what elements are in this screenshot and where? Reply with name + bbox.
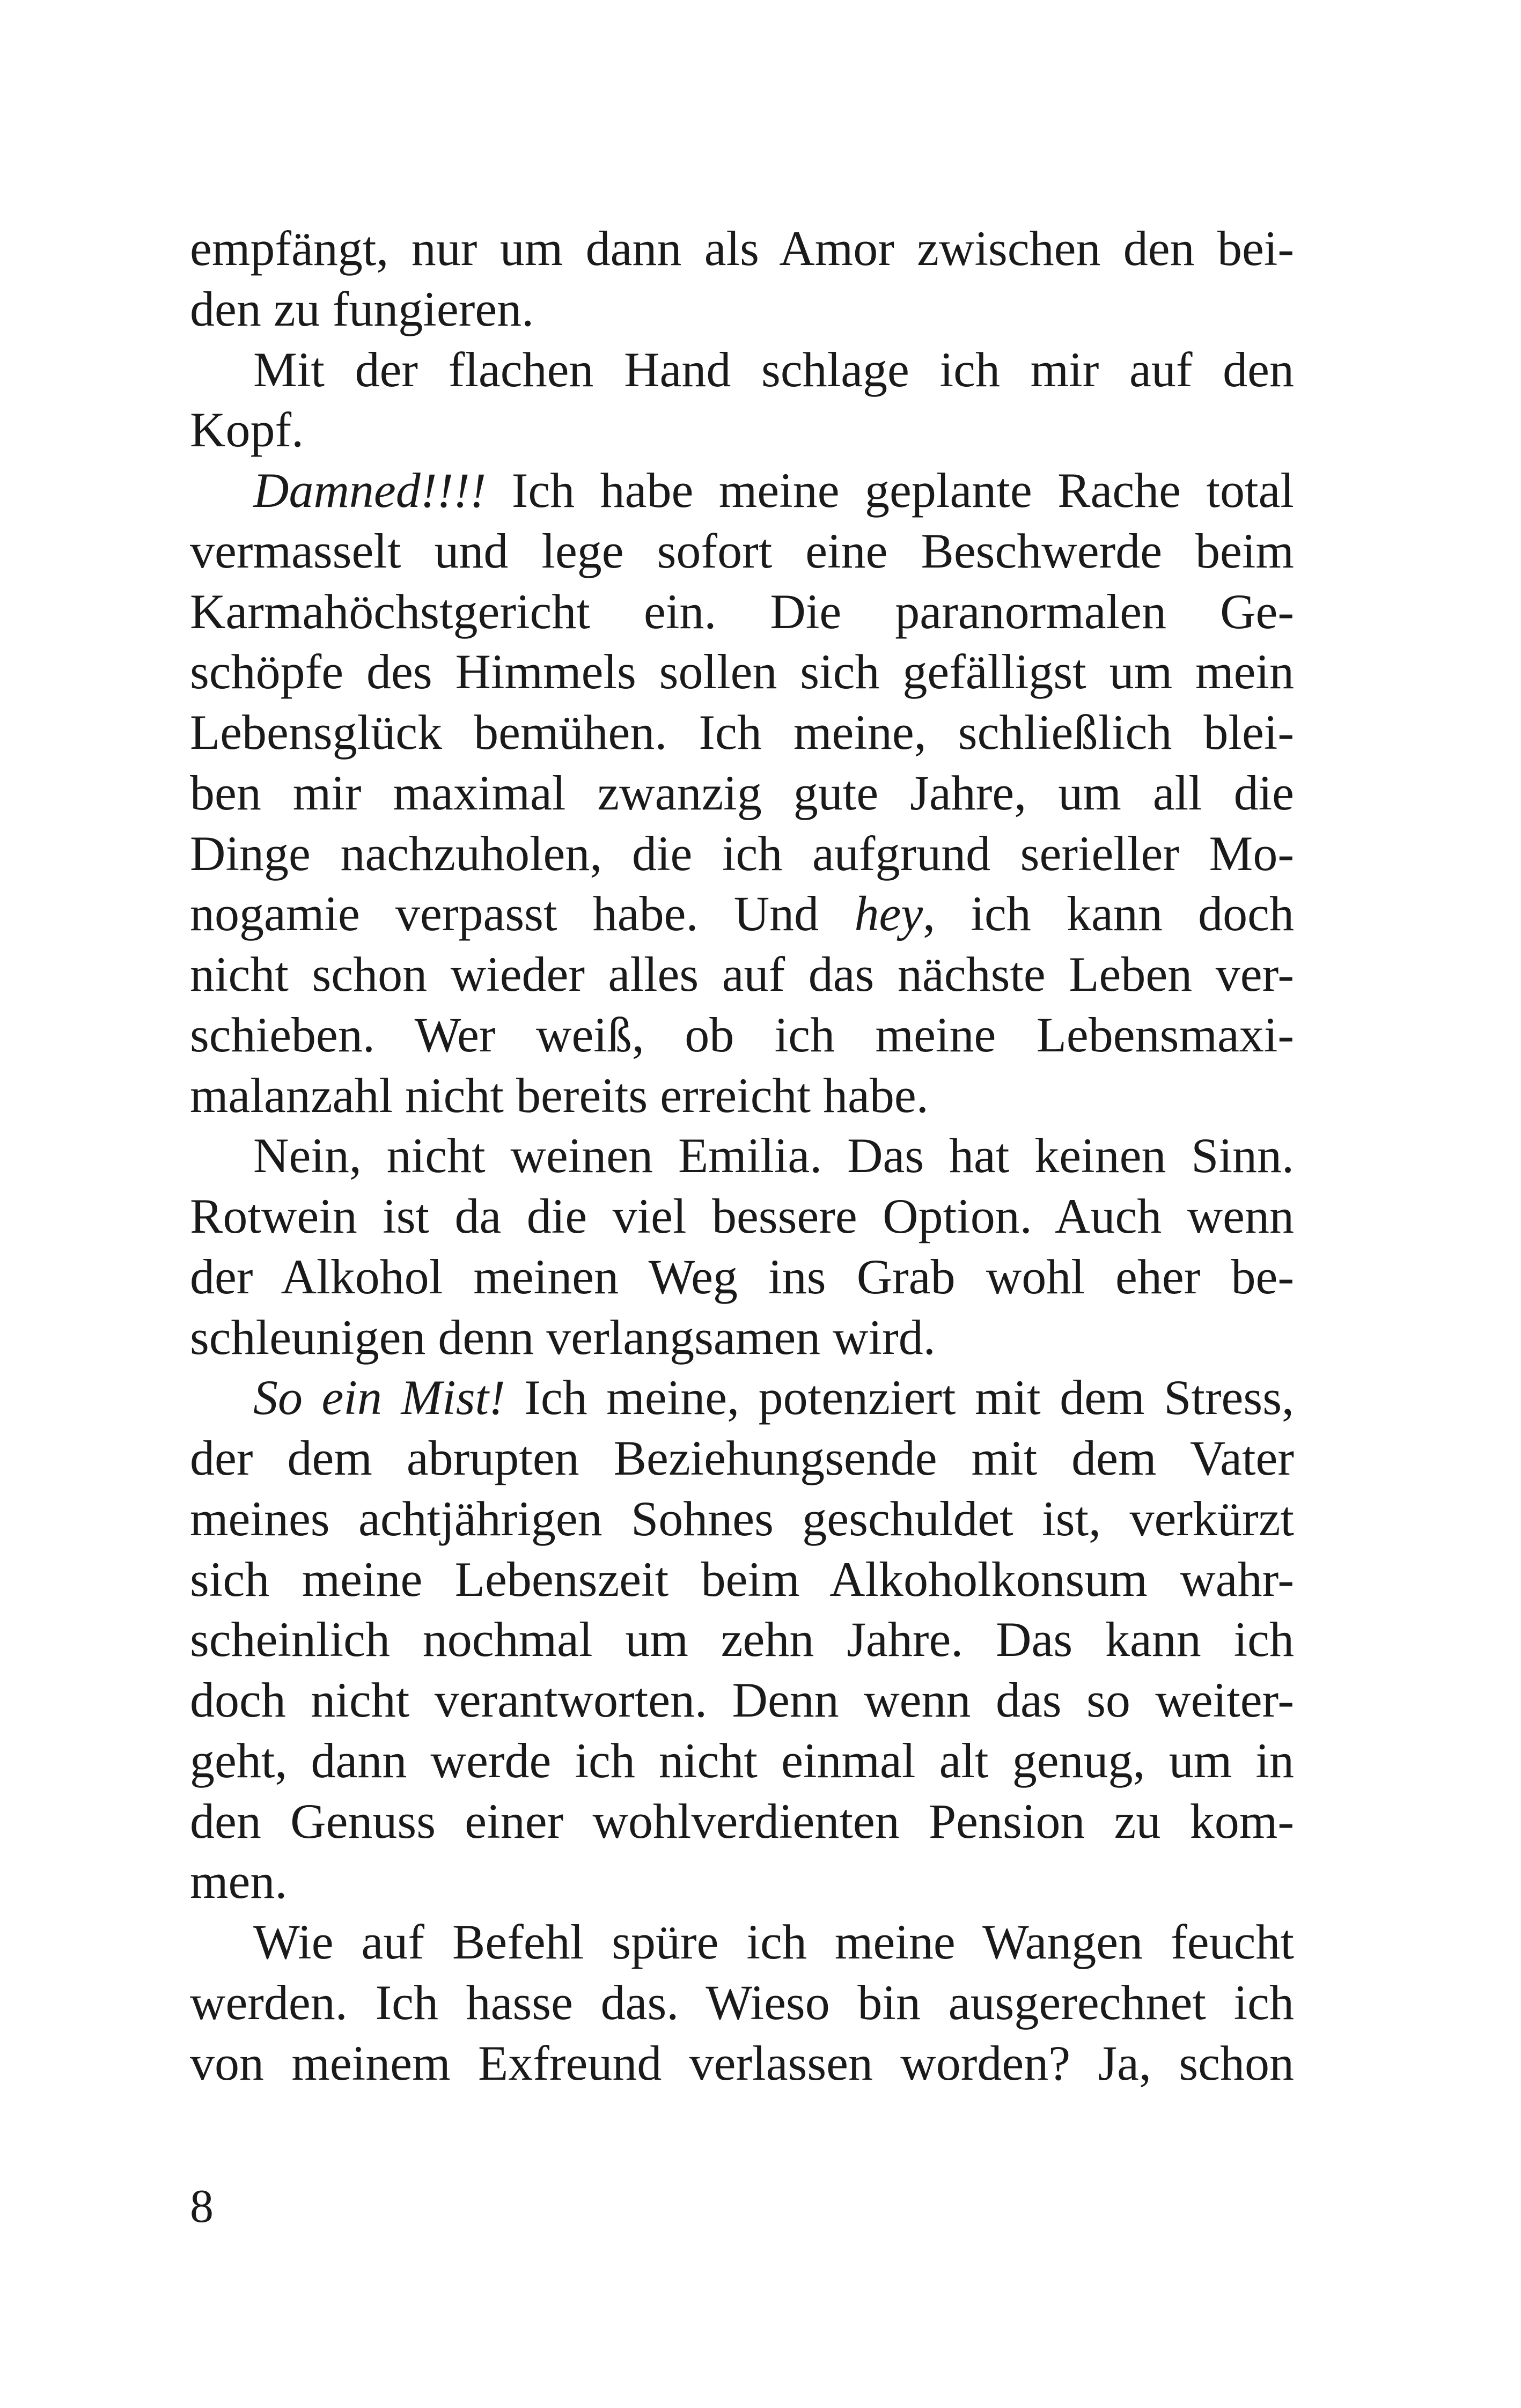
text-line: ben mir maximal zwanzig gute Jahre, um all die bbox=[190, 765, 1294, 820]
text-line: vermasselt und lege sofort eine Beschwerde beim bbox=[190, 524, 1294, 578]
text-line: scheinlich nochmal um zehn Jahre. Das kann ich bbox=[190, 1612, 1294, 1667]
text-line: men. bbox=[190, 1854, 288, 1909]
text-line: nicht schon wieder alles auf das nächste Leben ver- bbox=[190, 947, 1294, 1002]
emphasis: Damned!!!! bbox=[253, 463, 487, 518]
text-line: Nein, nicht weinen Emilia. Das hat keinen Sinn. bbox=[253, 1128, 1294, 1183]
text-line: Rotwein ist da die viel bessere Option. Auch wenn bbox=[190, 1189, 1294, 1243]
text-line: Lebensglück bemühen. Ich meine, schließlich blei- bbox=[190, 705, 1294, 760]
text-line: den Genuss einer wohlverdienten Pension zu kom- bbox=[190, 1794, 1294, 1849]
text-line: Mit der flachen Hand schlage ich mir auf den bbox=[253, 342, 1294, 397]
text-line: schöpfe des Himmels sollen sich gefälligst um mein bbox=[190, 644, 1294, 699]
text-line: So ein Mist! Ich meine, potenziert mit dem Stress, bbox=[253, 1370, 1294, 1425]
text-line: Damned!!!! Ich habe meine geplante Rache total bbox=[253, 463, 1294, 518]
text-line: schieben. Wer weiß, ob ich meine Lebensmaxi- bbox=[190, 1007, 1294, 1062]
text-line: sich meine Lebenszeit beim Alkoholkonsum wahr- bbox=[190, 1552, 1294, 1607]
text-line: Karmahöchstgericht ein. Die paranormalen Ge- bbox=[190, 584, 1294, 639]
text-line: geht, dann werde ich nicht einmal alt genug, um in bbox=[190, 1733, 1294, 1788]
text-line: der Alkohol meinen Weg ins Grab wohl eher be- bbox=[190, 1249, 1294, 1304]
text-line: Wie auf Befehl spüre ich meine Wangen feucht bbox=[253, 1914, 1294, 1969]
text-line: meines achtjährigen Sohnes geschuldet ist, verkürzt bbox=[190, 1491, 1294, 1546]
text-line: werden. Ich hasse das. Wieso bin ausgerechnet ich bbox=[190, 1975, 1294, 2030]
text-line: der dem abrupten Beziehungsende mit dem Vater bbox=[190, 1431, 1294, 1485]
text-line: Dinge nachzuholen, die ich aufgrund serieller Mo- bbox=[190, 826, 1294, 881]
text-line: doch nicht verantworten. Denn wenn das so weiter- bbox=[190, 1673, 1294, 1727]
emphasis: So ein Mist! bbox=[253, 1370, 505, 1425]
page-number: 8 bbox=[190, 2181, 214, 2233]
text-line: nogamie verpasst habe. Und hey, ich kann doch bbox=[190, 886, 1294, 941]
text-line: von meinem Exfreund verlassen worden? Ja, schon bbox=[190, 2036, 1294, 2090]
emphasis: hey bbox=[854, 886, 923, 941]
text-line: Kopf. bbox=[190, 402, 304, 457]
text-line: schleunigen denn verlangsamen wird. bbox=[190, 1310, 936, 1365]
text-line: malanzahl nicht bereits erreicht habe. bbox=[190, 1068, 929, 1123]
text-line: den zu fungieren. bbox=[190, 282, 534, 336]
text-line: empfängt, nur um dann als Amor zwischen den bei- bbox=[190, 221, 1294, 276]
